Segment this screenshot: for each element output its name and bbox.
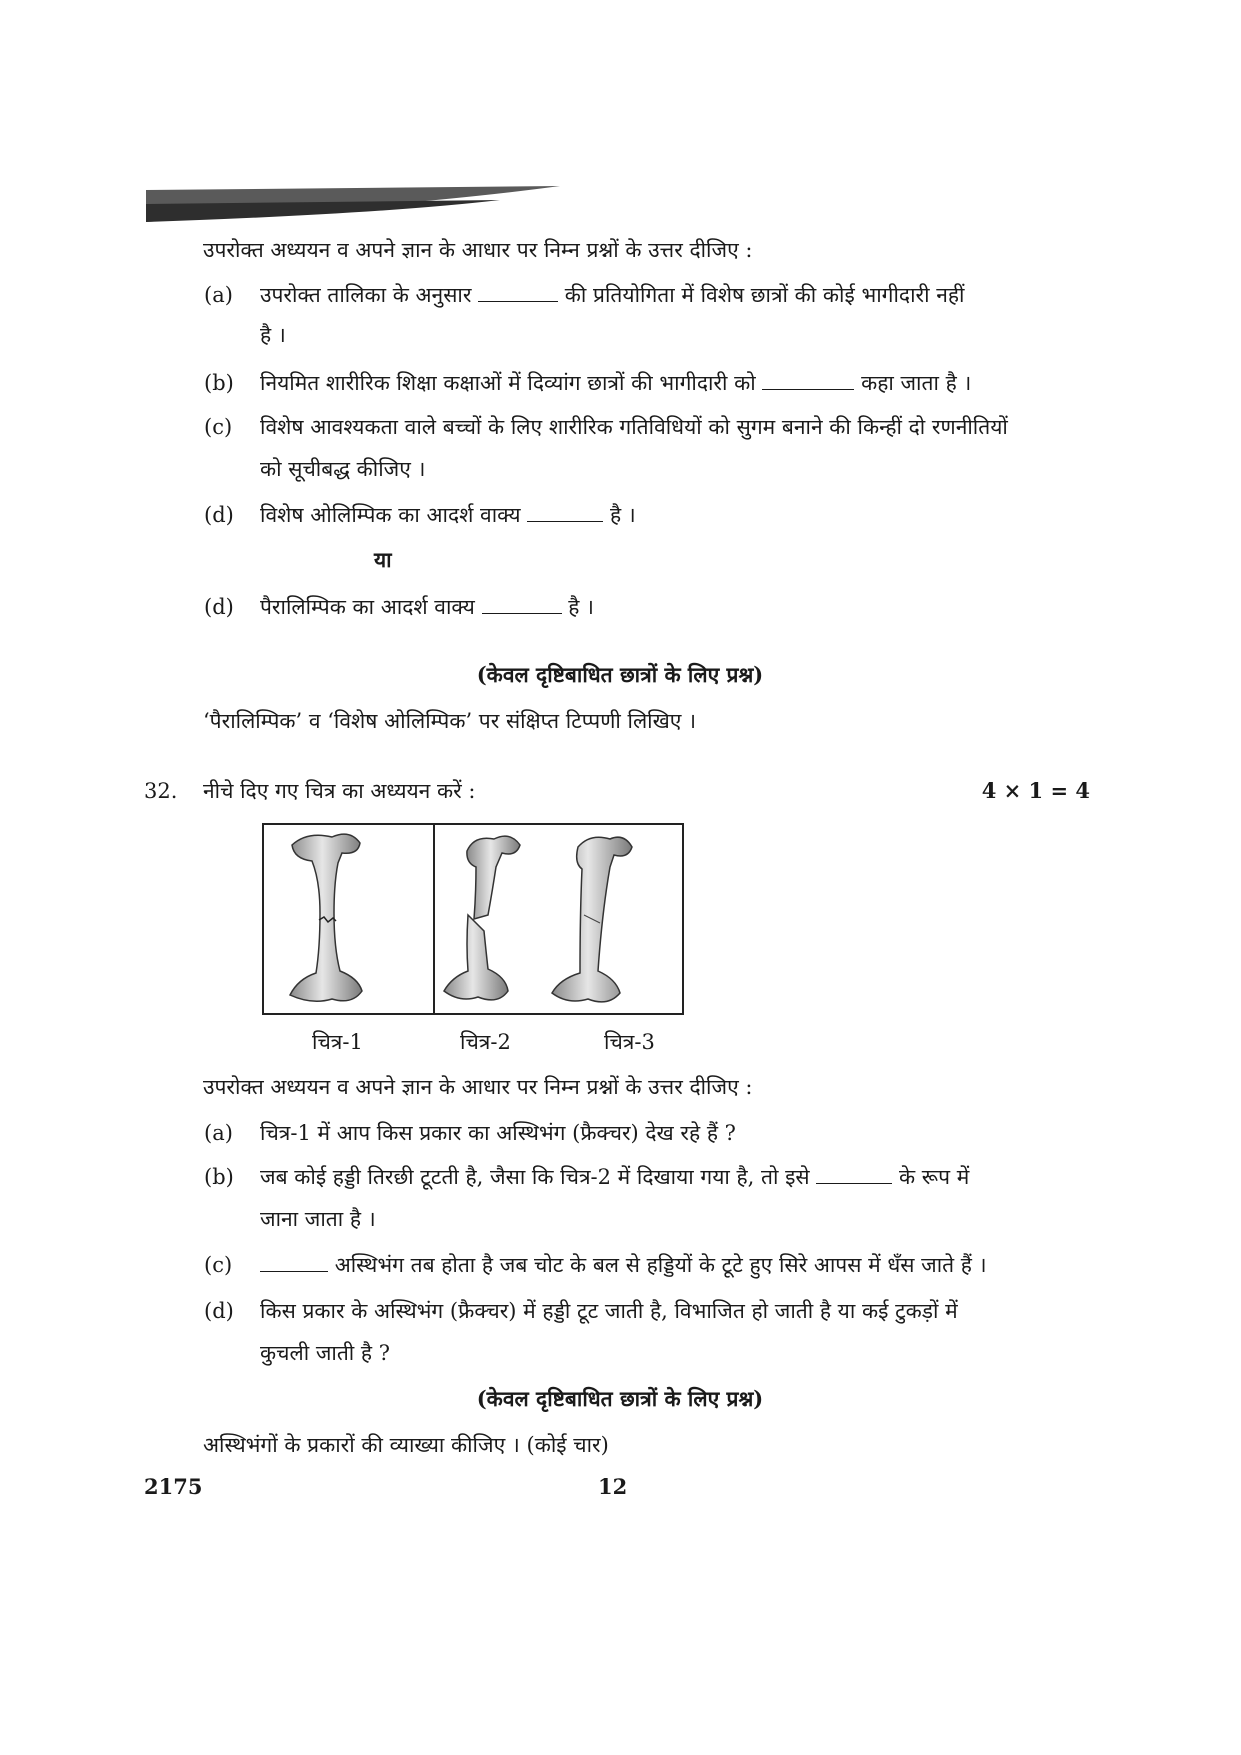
q31-d1-label: (d) (204, 503, 234, 527)
q32-number: 32. (144, 779, 178, 803)
page-number: 12 (598, 1474, 628, 1499)
intro-instruction: उपरोक्त अध्ययन व अपने ज्ञान के आधार पर निम्न प्रश्नों के उत्तर दीजिए : (203, 238, 753, 262)
q31-a-text-before: उपरोक्त तालिका के अनुसार (260, 283, 472, 307)
figure-caption-3: चित्र-3 (604, 1030, 655, 1054)
q31-a-text-line2: है । (260, 323, 286, 347)
q32-b-text (260, 1162, 969, 1192)
q31-a-text (260, 280, 964, 310)
q32-b-text-before: जब कोई हड्डी तिरछी टूटती है, जैसा कि चित्र-2 में दिखाया गया है, तो इसे (260, 1165, 810, 1189)
q31-vi-heading: (केवल दृष्टिबाधित छात्रों के लिए प्रश्न) (476, 662, 764, 687)
q32-d-text-line2: कुचली जाती है ? (260, 1341, 391, 1365)
q32-intro: उपरोक्त अध्ययन व अपने ज्ञान के आधार पर निम्न प्रश्नों के उत्तर दीजिए : (203, 1075, 753, 1099)
q32-b-text-line2: जाना जाता है । (260, 1207, 376, 1231)
q31-a-label: (a) (204, 283, 233, 307)
q31-vi-question: ‘पैरालिम्पिक’ व ‘विशेष ओलिम्पिक’ पर संक्षिप्त टिप्पणी लिखिए । (203, 709, 697, 733)
q31-a-blank (478, 283, 558, 302)
q31-d1-text-before: विशेष ओलिम्पिक का आदर्श वाक्य (260, 503, 521, 527)
q31-b-label: (b) (204, 371, 234, 395)
q32-a-label: (a) (204, 1121, 233, 1145)
q32-c-blank (260, 1253, 328, 1272)
q31-a-text-after: की प्रतियोगिता में विशेष छात्रों की कोई भागीदारी नहीं (564, 283, 965, 307)
q31-d2-label: (d) (204, 595, 234, 619)
q31-b-blank (762, 371, 854, 390)
paper-code: 2175 (144, 1474, 203, 1499)
q31-d2-text-after: है । (568, 595, 595, 619)
q31-c-label: (c) (204, 415, 233, 439)
q31-d1-text (260, 500, 636, 530)
q31-c-text-line2: को सूचीबद्ध कीजिए । (260, 457, 426, 481)
q31-d1-blank (527, 503, 603, 522)
q31-b-text (260, 368, 971, 398)
q32-marks: 4 × 1 = 4 (981, 778, 1090, 803)
q32-prompt: नीचे दिए गए चित्र का अध्ययन करें : (203, 779, 476, 803)
figure-caption-2: चित्र-2 (460, 1030, 511, 1054)
header-decorative-bar (0, 0, 1241, 240)
q32-d-text-line1: किस प्रकार के अस्थिभंग (फ्रैक्चर) में हड्डी टूट जाती है, विभाजित हो जाती है या कई टुकड़ों में (260, 1299, 958, 1323)
figure-caption-1: चित्र-1 (312, 1030, 363, 1054)
q32-vi-heading: (केवल दृष्टिबाधित छात्रों के लिए प्रश्न) (476, 1386, 764, 1411)
q31-d1-text-after: है । (609, 503, 636, 527)
q32-c-text-after: अस्थिभंग तब होता है जब चोट के बल से हड्डियों के टूटे हुए सिरे आपस में धँस जाते हैं । (334, 1253, 987, 1277)
q32-vi-question: अस्थिभंगों के प्रकारों की व्याख्या कीजिए । (कोई चार) (203, 1433, 609, 1457)
bone-fracture-figure (262, 823, 684, 1015)
q32-d-label: (d) (204, 1299, 234, 1323)
q31-c-text-line1: विशेष आवश्यकता वाले बच्चों के लिए शारीरिक गतिविधियों को सुगम बनाने की किन्हीं दो रणनीतियों (260, 415, 1008, 439)
q32-c-label: (c) (204, 1253, 233, 1277)
q32-b-text-after: के रूप में (899, 1165, 970, 1189)
q32-a-text: चित्र-1 में आप किस प्रकार का अस्थिभंग (फ्रैक्चर) देख रहे हैं ? (260, 1121, 736, 1145)
q32-b-blank (816, 1165, 892, 1184)
q32-c-text (260, 1250, 987, 1280)
q31-d2-text-before: पैरालिम्पिक का आदर्श वाक्य (260, 595, 475, 619)
q31-d2-text (260, 592, 594, 622)
q32-b-label: (b) (204, 1165, 234, 1189)
q31-b-text-after: कहा जाता है । (861, 371, 972, 395)
or-separator: या (374, 547, 392, 572)
q31-b-text-before: नियमित शारीरिक शिक्षा कक्षाओं में दिव्यांग छात्रों की भागीदारी को (260, 371, 756, 395)
q31-d2-blank (482, 595, 562, 614)
